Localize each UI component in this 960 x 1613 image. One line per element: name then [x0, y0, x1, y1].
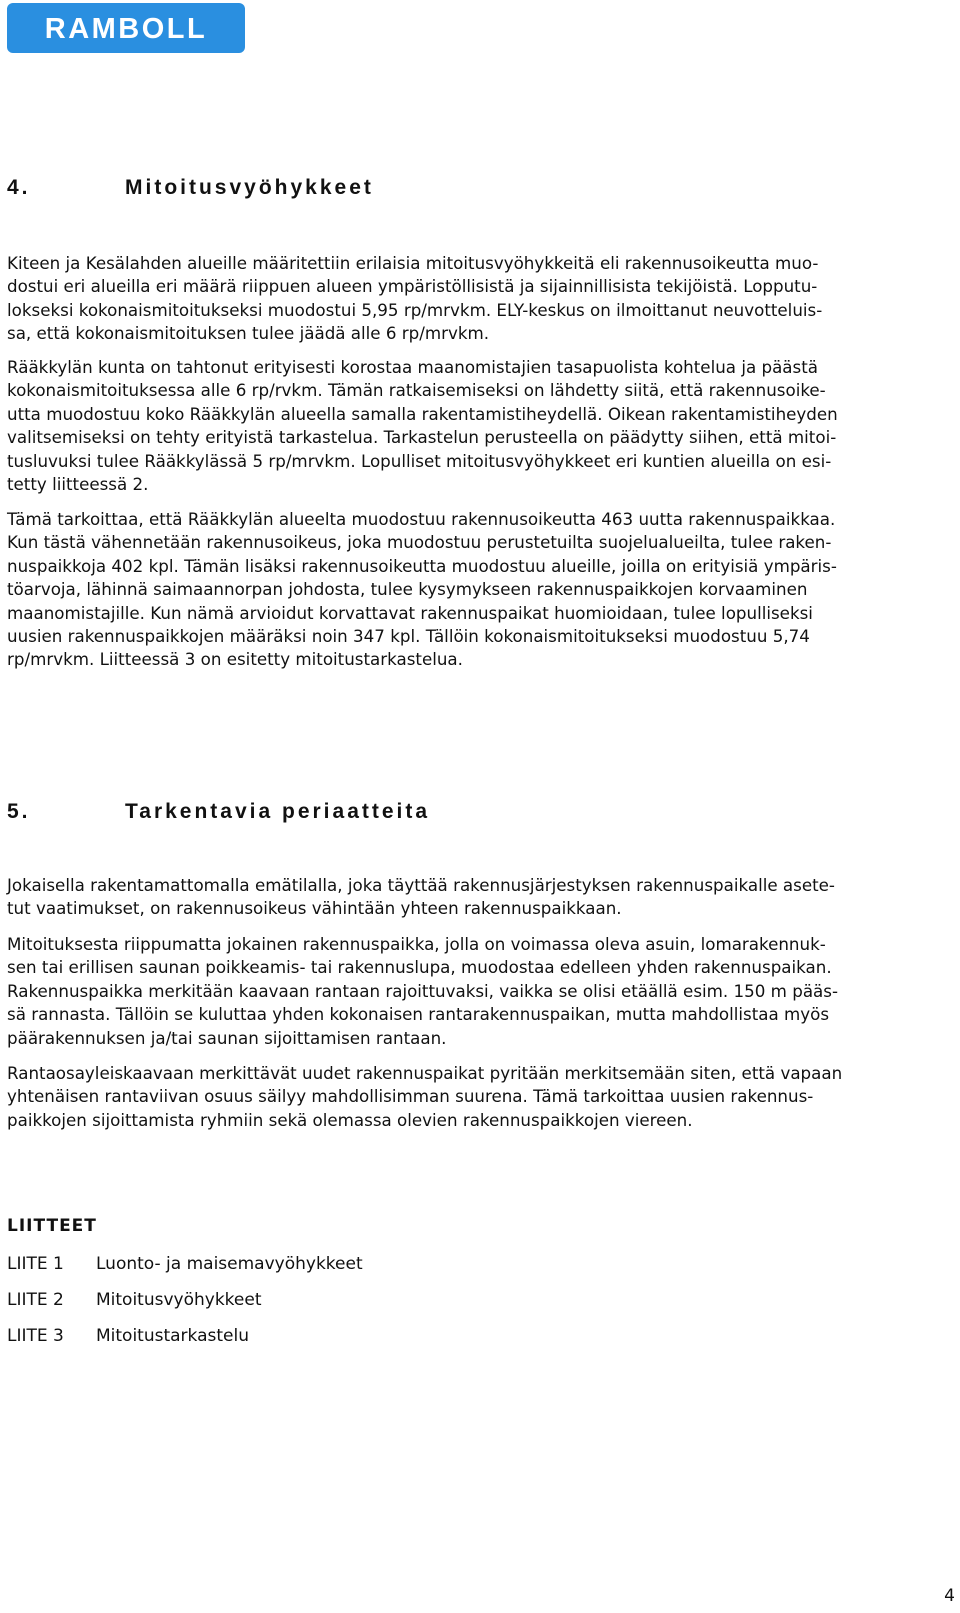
- text-line: Kiteen ja Kesälahden alueille määritettiin erilaisia mitoitusvyöhykkeitä eli rakennusoikeutta muo-: [7, 253, 819, 273]
- paragraph: [7, 508, 953, 672]
- appendix-title: Mitoitusvyöhykkeet: [96, 1290, 262, 1310]
- text-line: maanomistajille. Kun nämä arvioidut korvattavat rakennuspaikat huomioidaan, tulee lopulliseksi: [7, 602, 813, 623]
- text-line: Tämä tarkoittaa, että Rääkkylän alueelta muodostuu rakennusoikeutta 463 uutta rakennuspaikkaa.: [7, 509, 836, 529]
- text-line: Rakennuspaikka merkitään kaavaan rantaan rajoittuvaksi, vaikka se olisi etäällä esim. 150 m pääs-: [7, 980, 838, 1001]
- ramboll-logo: [7, 3, 245, 53]
- appendix-code: LIITE 3: [7, 1326, 64, 1346]
- text-line: tetty liitteessä 2.: [7, 474, 149, 495]
- text-line: Rääkkylän kunta on tahtonut erityisesti korostaa maanomistajien tasapuolista kohtelua ja päästä: [7, 357, 818, 377]
- text-line: päärakennuksen ja/tai saunan sijoittamisen rantaan.: [7, 1027, 447, 1048]
- section-heading-5: [7, 800, 430, 824]
- text-line: uusien rakennuspaikkojen määräksi noin 347 kpl. Tällöin kokonaismitoitukseksi muodostuu 5,74: [7, 626, 810, 647]
- section-number: 5.: [7, 800, 31, 823]
- appendix-code: LIITE 2: [7, 1290, 64, 1310]
- logo-wordmark: RAMBOLL: [44, 13, 208, 44]
- appendix-title: Mitoitustarkastelu: [96, 1326, 249, 1346]
- section-number: 4.: [7, 176, 31, 199]
- text-line: nuspaikkoja 402 kpl. Tämän lisäksi rakennusoikeutta muodostuu alueille, joilla on erityisiä ympäris-: [7, 555, 837, 576]
- appendix-heading: LIITTEET: [7, 1216, 97, 1236]
- appendix-item: [7, 1324, 249, 1348]
- text-line: dostui eri alueilla eri määrä riippuen alueen ympäristöllisistä ja sijainnillisista tekijöistä. Lopputu-: [7, 276, 818, 297]
- text-line: lokseksi kokonaismitoitukseksi muodostui 5,95 rp/mrvkm. ELY-keskus on ilmoittanut neuvotteluis-: [7, 299, 823, 320]
- section-title: Tarkentavia periaatteita: [125, 800, 431, 823]
- text-line: valitsemiseksi on tehty erityistä tarkastelua. Tarkastelun perusteella on päädytty siihen, että mitoi-: [7, 427, 837, 448]
- paragraph: [7, 252, 953, 346]
- text-line: paikkojen sijoittamista ryhmiin sekä olemassa olevien rakennuspaikkojen viereen.: [7, 1109, 693, 1130]
- text-line: töarvoja, lähinnä saimaannorpan johdosta, tulee kysymykseen rakennuspaikkojen korvaaminen: [7, 579, 808, 600]
- page-number: 4: [944, 1586, 955, 1606]
- text-line: Mitoituksesta riippumatta jokainen rakennuspaikka, jolla on voimassa oleva asuin, lomarakennuk-: [7, 934, 826, 954]
- paragraph: [7, 933, 953, 1050]
- text-line: rp/mrvkm. Liitteessä 3 on esitetty mitoitustarkastelua.: [7, 649, 463, 670]
- text-line: sa, että kokonaismitoituksen tulee jäädä alle 6 rp/mrvkm.: [7, 323, 490, 344]
- text-line: tut vaatimukset, on rakennusoikeus vähintään yhteen rakennuspaikkaan.: [7, 898, 622, 919]
- appendix-code: LIITE 1: [7, 1254, 64, 1274]
- text-line: Rantaosayleiskaavaan merkittävät uudet rakennuspaikat pyritään merkitsemään siten, että vapaan: [7, 1063, 843, 1083]
- text-line: kokonaismitoituksessa alle 6 rp/rvkm. Tämän ratkaisemiseksi on lähdetty siitä, että rakennusoike-: [7, 380, 826, 401]
- text-line: Kun tästä vähennetään rakennusoikeus, joka muodostuu perustetuilta suojelualueilta, tulee raken-: [7, 532, 832, 553]
- ramboll-logo-mark: [26, 12, 226, 44]
- text-line: sen tai erillisen saunan poikkeamis- tai rakennuslupa, muodostaa edelleen yhden rakennuspaikan.: [7, 957, 832, 978]
- section-title: Mitoitusvyöhykkeet: [125, 176, 374, 199]
- text-line: utta muodostuu koko Rääkkylän alueella samalla rakentamistiheydellä. Oikean rakentamistiheyden: [7, 403, 838, 424]
- paragraph: [7, 1062, 953, 1132]
- paragraph: [7, 356, 953, 496]
- appendix-item: [7, 1288, 262, 1312]
- text-line: sä rannasta. Tällöin se kuluttaa yhden kokonaisen rantarakennuspaikan, mutta mahdollistaa myös: [7, 1004, 830, 1025]
- section-heading-4: [7, 176, 374, 200]
- text-line: Jokaisella rakentamattomalla emätilalla, joka täyttää rakennusjärjestyksen rakennuspaikalle asete-: [7, 875, 835, 895]
- text-line: tusluvuksi tulee Rääkkylässä 5 rp/mrvkm. Lopulliset mitoitusvyöhykkeet eri kuntien alueilla on esi-: [7, 450, 832, 471]
- text-line: yhtenäisen rantaviivan osuus säilyy mahdollisimman suurena. Tämä tarkoittaa uusien rakennus-: [7, 1086, 814, 1107]
- appendix-title: Luonto- ja maisemavyöhykkeet: [96, 1254, 363, 1274]
- paragraph: [7, 874, 953, 921]
- appendix-item: [7, 1252, 363, 1276]
